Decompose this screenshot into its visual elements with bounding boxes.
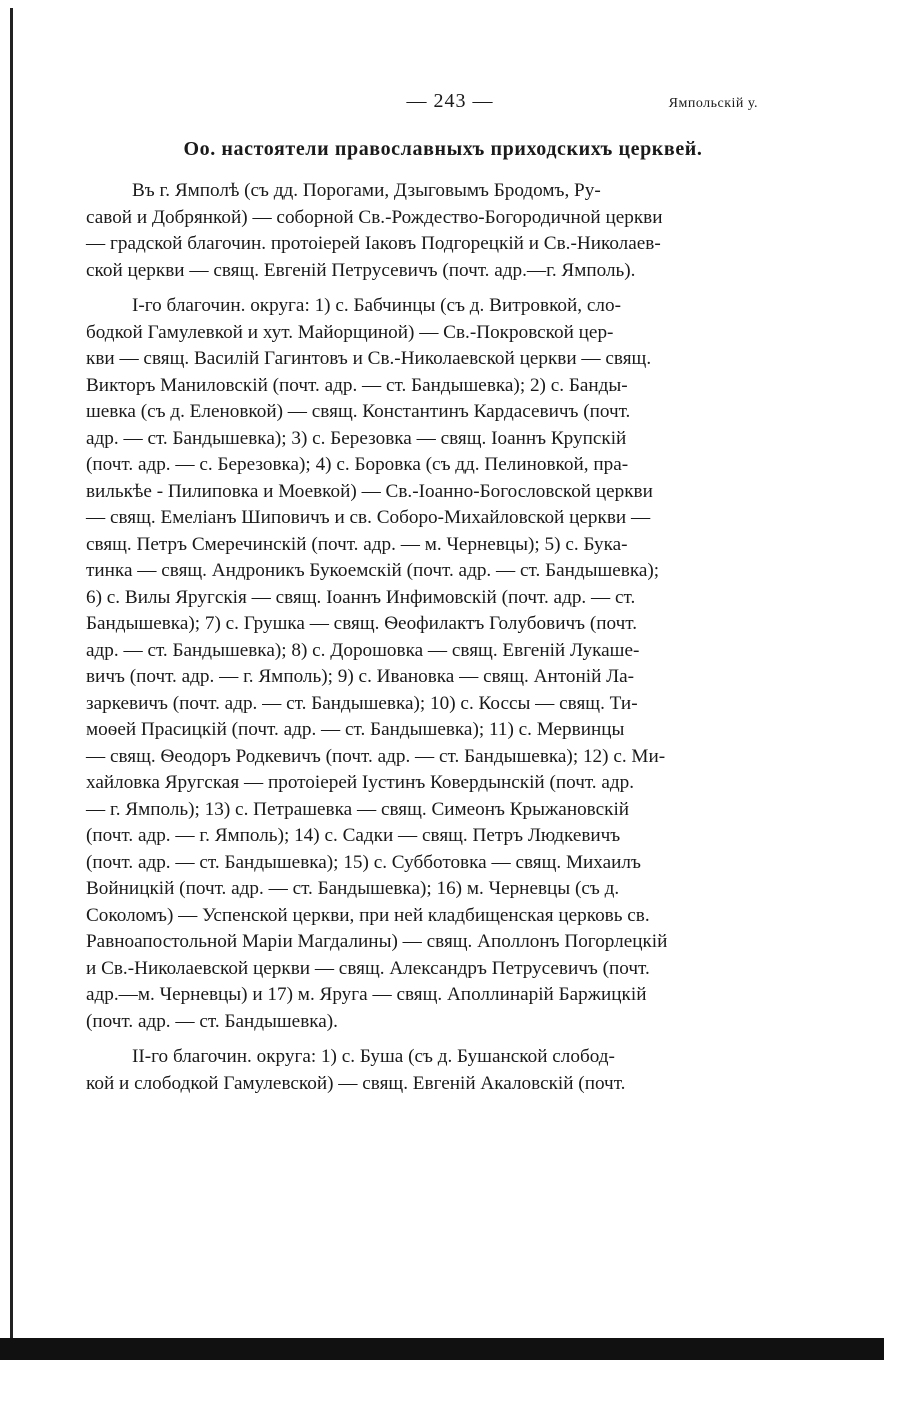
text-line: ской церкви — свящ. Евгеній Петрусевичъ (почт. адр.—г. Ямполь). (86, 259, 636, 281)
text-line: вилькѣе - Пилиповка и Моевкой) — Св.-Іоанно-Богословской церкви (86, 480, 653, 502)
text-line: моѳей Прасицкій (почт. адр. — ст. Бандышевка); 11) с. Мервинцы (86, 719, 625, 740)
text-line: — свящ. Ѳеодоръ Родкевичъ (почт. адр. — ст. Бандышевка); 12) с. Ми- (86, 745, 666, 767)
text-line: ІІ-го благочин. округа: 1) с. Буша (съ д. Бушанской слобод- (132, 1046, 615, 1067)
section-heading: Оо. настоятели православныхъ приходскихъ церквей. (183, 138, 703, 160)
text-line: адр.—м. Черневцы) и 17) м. Яруга — свящ. Аполлинарій Баржицкій (86, 984, 647, 1005)
text-line: адр. — ст. Бандышевка); 3) с. Березовка — свящ. Іоаннъ Крупскій (86, 427, 627, 449)
scan-left-border (10, 8, 13, 1338)
text-line: тинка — свящ. Андроникъ Букоемскій (почт. адр. — ст. Бандышевка); (86, 560, 660, 581)
text-line: 6) с. Вилы Яругскія — свящ. Іоаннъ Инфимовскій (почт. адр. — ст. (86, 586, 636, 608)
text-line: заркевичъ (почт. адр. — ст. Бандышевка); 10) с. Коссы — свящ. Ти- (86, 692, 638, 714)
text-line: (почт. адр. — с. Березовка); 4) с. Боровка (съ дд. Пелиновкой, пра- (86, 454, 629, 475)
text-line: Соколомъ) — Успенской церкви, при ней кладбищенская церковь св. (86, 904, 650, 926)
text-line: — свящ. Емеліанъ Шиповичъ и св. Соборо-Михайловской церкви — (86, 507, 651, 528)
text-line: (почт. адр. — ст. Бандышевка). (86, 1010, 338, 1032)
running-head: Ямпольскій у. (668, 96, 758, 111)
text-line: кой и слободкой Гамулевской) — свящ. Евгеній Акаловскій (почт. (86, 1072, 626, 1094)
paragraph-okrug-2 (86, 1044, 780, 1097)
text-line: шевка (съ д. Еленовкой) — свящ. Константинъ Кардасевичъ (почт. (86, 401, 631, 422)
text-line: (почт. адр. — ст. Бандышевка); 15) с. Субботовка — свящ. Михаилъ (86, 851, 641, 873)
text-line: свящ. Петръ Смеречинскій (почт. адр. — м. Черневцы); 5) с. Бука- (86, 533, 628, 555)
text-line: адр. — ст. Бандышевка); 8) с. Дорошовка — свящ. Евгеній Лукаше- (86, 639, 640, 661)
text-line: — градской благочин. протоіерей Іаковъ Подгорецкій и Св.-Николаев- (86, 233, 661, 254)
text-line: Викторъ Маниловскій (почт. адр. — ст. Бандышевка); 2) с. Банды- (86, 374, 628, 396)
body-text (86, 178, 780, 1097)
text-line: Бандышевка); 7) с. Грушка — свящ. Ѳеофилактъ Голубовичъ (почт. (86, 613, 637, 634)
text-line: бодкой Гамулевкой и хут. Майорщиной) — Св.-Покровской цер- (86, 321, 614, 343)
scan-bottom-border (0, 1338, 884, 1360)
text-line: Равноапостольной Маріи Магдалины) — свящ. Аполлонъ Погорлецкій (86, 931, 668, 952)
text-line: Войницкій (почт. адр. — ст. Бандышевка); 16) м. Черневцы (съ д. (86, 878, 620, 899)
text-line: и Св.-Николаевской церкви — свящ. Александръ Петрусевичъ (почт. (86, 957, 650, 979)
text-line: вичъ (почт. адр. — г. Ямполь); 9) с. Ивановка — свящ. Антоній Ла- (86, 666, 635, 687)
text-line: (почт. адр. — г. Ямполь); 14) с. Садки — свящ. Петръ Людкевичъ (86, 825, 621, 846)
paragraph-yampol (86, 178, 780, 284)
text-line: Въ г. Ямполѣ (съ дд. Порогами, Дзыговымъ Бродомъ, Ру- (132, 180, 601, 201)
text-line: савой и Добрянкой) — соборной Св.-Рождество-Богородичной церкви (86, 206, 663, 228)
text-line: хайловка Яругская — протоіерей Іустинъ Ковердынскій (почт. адр. (86, 772, 635, 793)
paragraph-okrug-1 (86, 293, 780, 1035)
page-number: — 243 — (406, 90, 494, 112)
text-line: І-го благочин. округа: 1) с. Бабчинцы (съ д. Витровкой, сло- (132, 295, 621, 316)
text-line: — г. Ямполь); 13) с. Петрашевка — свящ. Симеонъ Крыжановскій (86, 798, 630, 820)
text-line: кви — свящ. Василій Гагинтовъ и Св.-Николаевской церкви — свящ. (86, 348, 652, 369)
